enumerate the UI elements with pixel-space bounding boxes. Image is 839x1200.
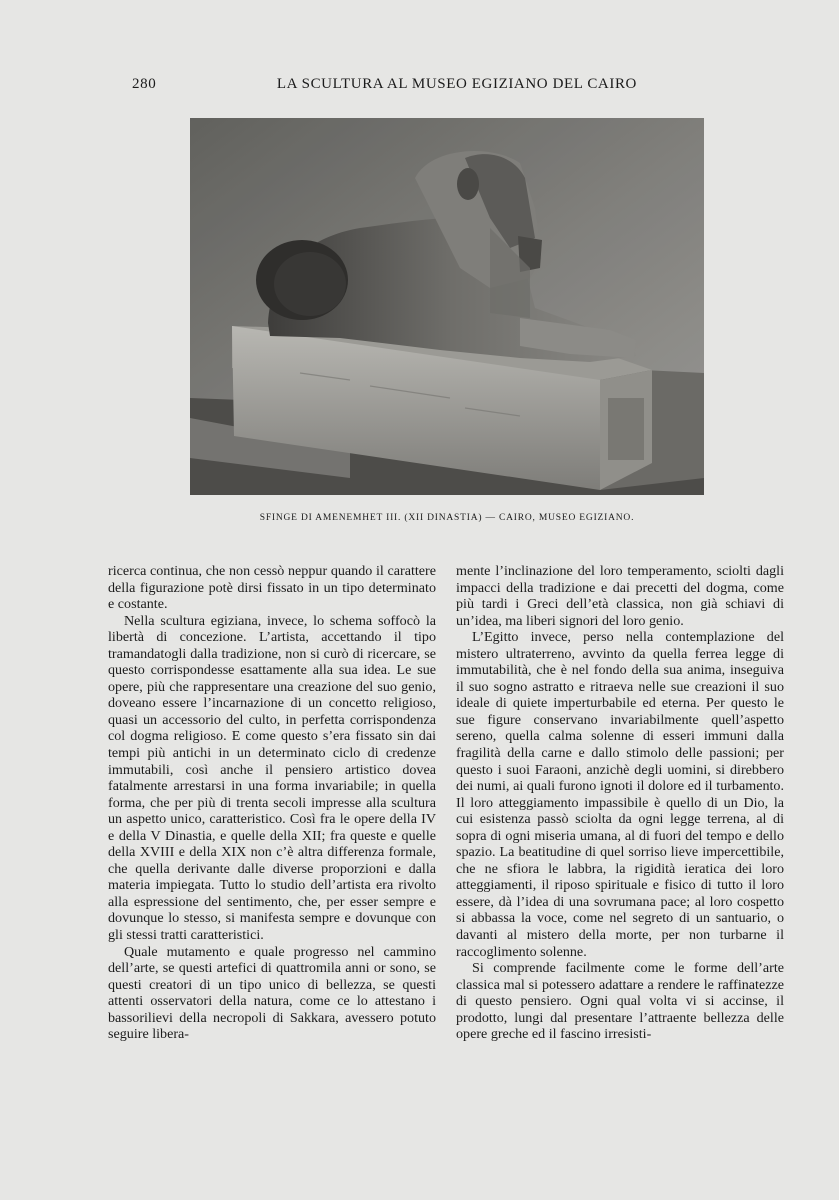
sphinx-photograph — [190, 118, 704, 495]
page-number: 280 — [132, 76, 157, 92]
paragraph: mente l’inclinazione del loro temperamento, sciolti dagli impacci della tradizione e dai precetti del dogma, come più tardi i Greci dell’età classica, non già schiavi di un’idea, ma liberi signori del loro genio. — [456, 563, 784, 629]
figure-caption: SFINGE DI AMENEMHET III. (XII DINASTIA) — CAIRO, MUSEO EGIZIANO. — [259, 513, 635, 523]
paragraph: Si comprende facilmente come le forme dell’arte classica mal si potessero adattare a rendere le raffinatezze di questo pensiero. Ogni qual volta vi si accinse, il prodotto, lungi dal presentare l’attraente bellezza delle opere greche ed il fascino irresisti- — [456, 960, 784, 1043]
paragraph: ricerca continua, che non cessò neppur quando il carattere della figurazione potè dirsi fissato in un tipo determinato e costante. — [108, 563, 436, 613]
right-column — [456, 563, 784, 1043]
paragraph: Nella scultura egiziana, invece, lo schema soffocò la libertà di concezione. L’artista, accettando il tipo tramandatogli dalla tradizione, non si curò di ricercare, se questo corrispondesse esattamente alla sua idea. Le sue opere, più che rappresentare una creazione del suo genio, doveano essere l’incarnazione di un concetto religioso, quasi un accessorio del culto, in perfetta corrispondenza col dogma religioso. E come questo s’era fissato sin dai tempi più antichi in un determinato ciclo di credenze immutabili, così anche il pensiero artistico dovea fatalmente arrestarsi in una forma invariabile; in quella forma, che per più di trenta secoli impresse alla scultura un aspetto unico, caratteristico. Così fra le opere della IV e della V Dinastia, e quelle della XII; fra queste e quelle della XVIII e della XIX non c’è altra differenza formale, che quella derivante dalle diverse proporzioni e dalla materia impiegata. Tutto lo studio dell’artista era rivolto alla espressione del sentimento, che, per esser sempre e dovunque lo stesso, si manifesta sempre e dovunque con gli stessi tratti caratteristici. — [108, 612, 436, 944]
running-header — [132, 76, 637, 98]
running-title: LA SCULTURA AL MUSEO EGIZIANO DEL CAIRO — [276, 76, 637, 92]
paragraph: Quale mutamento e quale progresso nel cammino dell’arte, se questi artefici di quattromila anni or sono, se questi creatori di un tipo unico di bellezza, se questi attenti osservatori della natura, come ce lo attestano i bassorilievi della necropoli di Sakkara, avessero potuto seguire libera- — [108, 943, 436, 1043]
paragraph: L’Egitto invece, perso nella contemplazione del mistero ultraterreno, avvinto da quella ferrea legge di immutabilità, che è nel fondo della sua anima, inseguiva il suo sogno astratto e ritraeva nelle sue creazioni il suo ideale di quiete imperturbabile ed eterna. Per questo le sue figure conservano invariabilmente quell’aspetto sereno, quella calma solenne di esseri immuni dalla fragilità della carne e dallo stimolo delle passioni; per questo i suoi Faraoni, anzichè degli uomini, si direbbero dei numi, ai quali furono ignoti il dolore ed il turbamento. Il loro atteggiamento impassibile è quello di un Dio, la cui esistenza passò sciolta da ogni legge terrena, al di sopra di ogni miseria umana, al di fuori del tempo e dello spazio. La beatitudine di quel sorriso lieve impercettibile, che ne sfiora le labbra, la rigidità ieratica dei loro atteggiamenti, il riposo spirituale e fisico di tutto il loro essere, dà l’idea di una sovrumana pace; al loro cospetto si abbassa la voce, come nel segreto di un santuario, o davanti al mistero della morte, per non turbarne il raccoglimento solenne. — [456, 629, 784, 960]
left-column — [108, 563, 436, 1043]
